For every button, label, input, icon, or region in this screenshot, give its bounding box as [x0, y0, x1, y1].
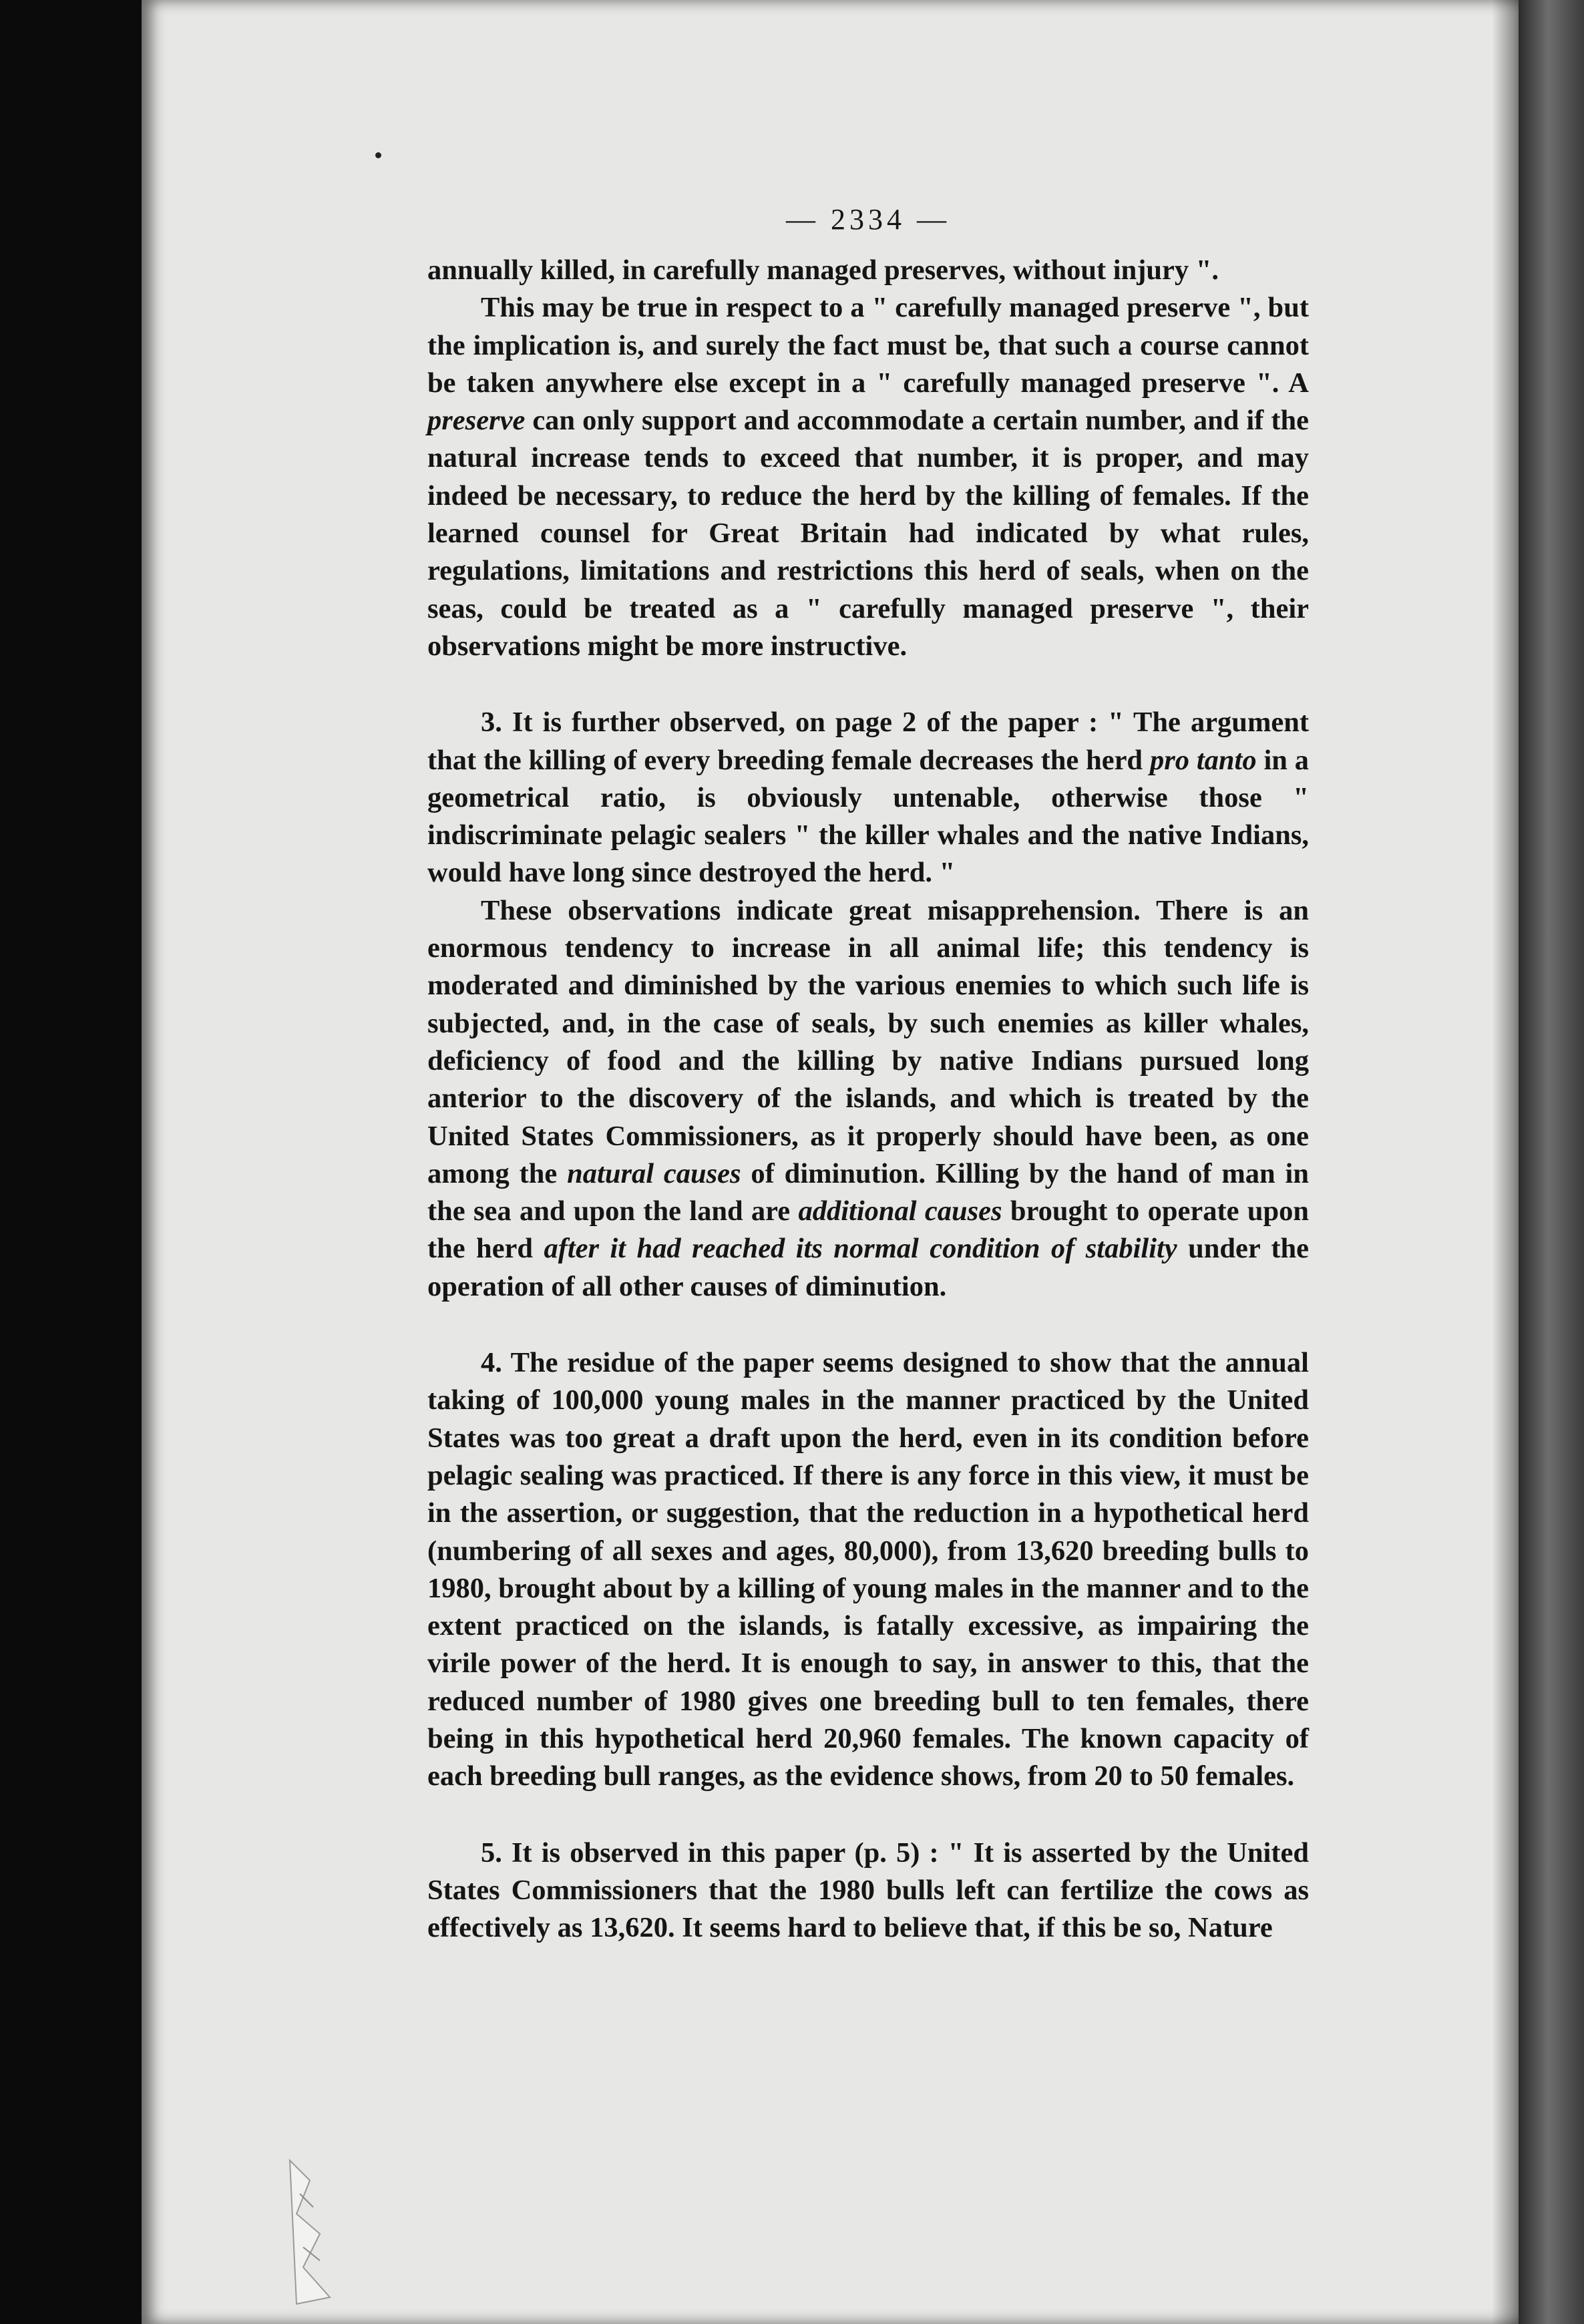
paragraph-6: [427, 1834, 1309, 1947]
paragraph-gap: [427, 1796, 1309, 1834]
text-run: This may be true in respect to a " carefully managed preserve ", but the implication is, and surely the fact must be, that such a course cannot be taken anywhere else except in a " carefully managed preserve ". A: [427, 292, 1309, 399]
italic-run: preserve: [427, 405, 526, 437]
text-run: of diminution. Killing by the hand of man in the sea and upon the land are: [427, 1157, 1309, 1227]
italic-run: pro tanto: [1149, 744, 1257, 776]
paragraph-gap: [427, 1306, 1309, 1344]
torn-corner-mark: [283, 2154, 343, 2307]
text-run: in a geometrical ratio, is obviously untenable, otherwise those " indiscriminate pelagic sealers " the killer whales and the native Indians, would have long since destroyed the herd. ": [427, 744, 1309, 889]
paragraph-gap: [427, 665, 1309, 704]
paragraph-1: [427, 252, 1309, 289]
text-run: annually killed, in carefully managed preserves, without injury ".: [427, 254, 1219, 286]
paragraph-3: [427, 704, 1309, 892]
body-text: [427, 252, 1309, 1947]
page-text-block: [427, 204, 1309, 1947]
paragraph-2: [427, 289, 1309, 665]
italic-run: natural causes: [567, 1157, 741, 1189]
text-run: 5. It is observed in this paper (p. 5) : " It is asserted by the United States Commissioners that the 1980 bulls left can fertilize the cows as effectively as 13,620. It seems hard to believe that, if this be so, Nature: [427, 1836, 1309, 1944]
italic-run: after it had reached its normal condition of stability: [544, 1233, 1177, 1265]
text-run: under the operation of all other causes of diminution.: [427, 1233, 1309, 1302]
text-run: brought to operate upon the herd: [427, 1195, 1309, 1265]
paragraph-5: [427, 1344, 1309, 1796]
adjacent-page-edge: [1519, 0, 1584, 2324]
text-run: can only support and accommodate a certain number, and if the natural increase tends to exceed that number, it is proper, and may indeed be necessary, to reduce the herd by the killing of females. If the learned counsel for Great Britain had indicated by what rules, regulations, limitations and restrictions this herd of seals, when on the seas, could be treated as a " carefully managed preserve ", their observations might be more instructive.: [427, 405, 1309, 662]
page-number: — 2334 —: [786, 203, 950, 236]
paragraph-4: [427, 892, 1309, 1306]
text-run: 3. It is further observed, on page 2 of the paper : " The argument that the killing of every breeding female decreases the herd: [427, 707, 1309, 776]
italic-run: additional causes: [798, 1195, 1002, 1227]
ink-speck: [375, 152, 381, 158]
text-run: These observations indicate great misapprehension. There is an enormous tendency to increase in all animal life; this tendency is moderated and diminished by the various enemies to which such life is subjected, and, in the case of seals, by such enemies as killer whales, deficiency of food and the killing by native Indians pursued long anterior to the discovery of the islands, and which is treated by the United States Commissioners, as it properly should have been, as one among the: [427, 894, 1309, 1189]
text-run: 4. The residue of the paper seems designed to show that the annual taking of 100,000 young males in the manner practiced by the United States was too great a draft upon the herd, even in its condition before pelagic sealing was practiced. If there is any force in this view, it must be in the assertion, or suggestion, that the reduction in a hypothetical herd (numbering of all sexes and ages, 80,000), from 13,620 breeding bulls to 1980, brought about by a killing of young males in the manner and to the extent practiced on the islands, is fatally excessive, as impairing the virile power of the herd. It is enough to say, in answer to this, that the reduced number of 1980 gives one breeding bull to ten females, there being in this hypothetical herd 20,960 females. The known capacity of each breeding bull ranges, as the evidence shows, from 20 to 50 females.: [427, 1347, 1309, 1792]
